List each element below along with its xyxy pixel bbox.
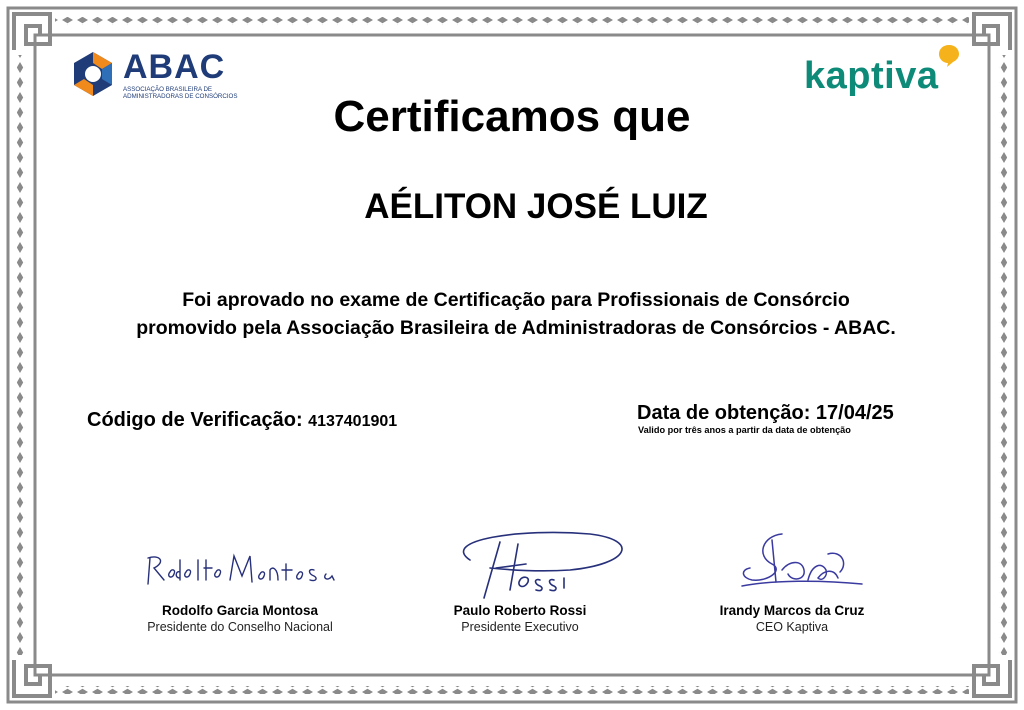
abac-subtitle: ASSOCIAÇÃO BRASILEIRA DE ADMINISTRADORAS DE CONSÓRCIOS [123,86,238,100]
signatory-name: Rodolfo Garcia Montosa [161,603,318,618]
body-line-1: Foi aprovado no exame de Certificação para Profissionais de Consórcio [182,289,850,311]
signature-rodolfo [120,520,360,600]
signature-paulo [400,520,640,600]
certificate-title: Certificamos que [333,92,691,141]
abac-wordmark: ABAC [123,48,226,86]
signatory-role: CEO Kaptiva [755,620,829,634]
validity-note: Valido por três anos a partir da data de obtenção [638,425,851,435]
speech-bubble-icon [938,44,960,68]
body-line-2: promovido pela Associação Brasileira de Administradoras de Consórcios - ABAC. [136,317,896,339]
signature-irandy [672,520,912,600]
verification-code: 4137401901 [308,413,398,430]
signatory-name: Irandy Marcos da Cruz [719,603,865,618]
signature-block-1 [110,520,370,635]
verification-label: Código de Verificação: [87,409,303,431]
verification [87,406,397,436]
signature-block-3 [662,520,922,635]
signatory-role: Presidente Executivo [461,620,579,634]
kaptiva-wordmark: kaptiva [804,55,939,97]
signatory-name: Paulo Roberto Rossi [453,603,587,618]
signature-block-2 [390,520,650,635]
signatory-role: Presidente do Conselho Nacional [147,620,333,634]
certificate-body [0,286,1024,342]
recipient-name: AÉLITON JOSÉ LUIZ [364,187,708,226]
obtained-date: Data de obtenção: 17/04/25 [637,402,894,424]
